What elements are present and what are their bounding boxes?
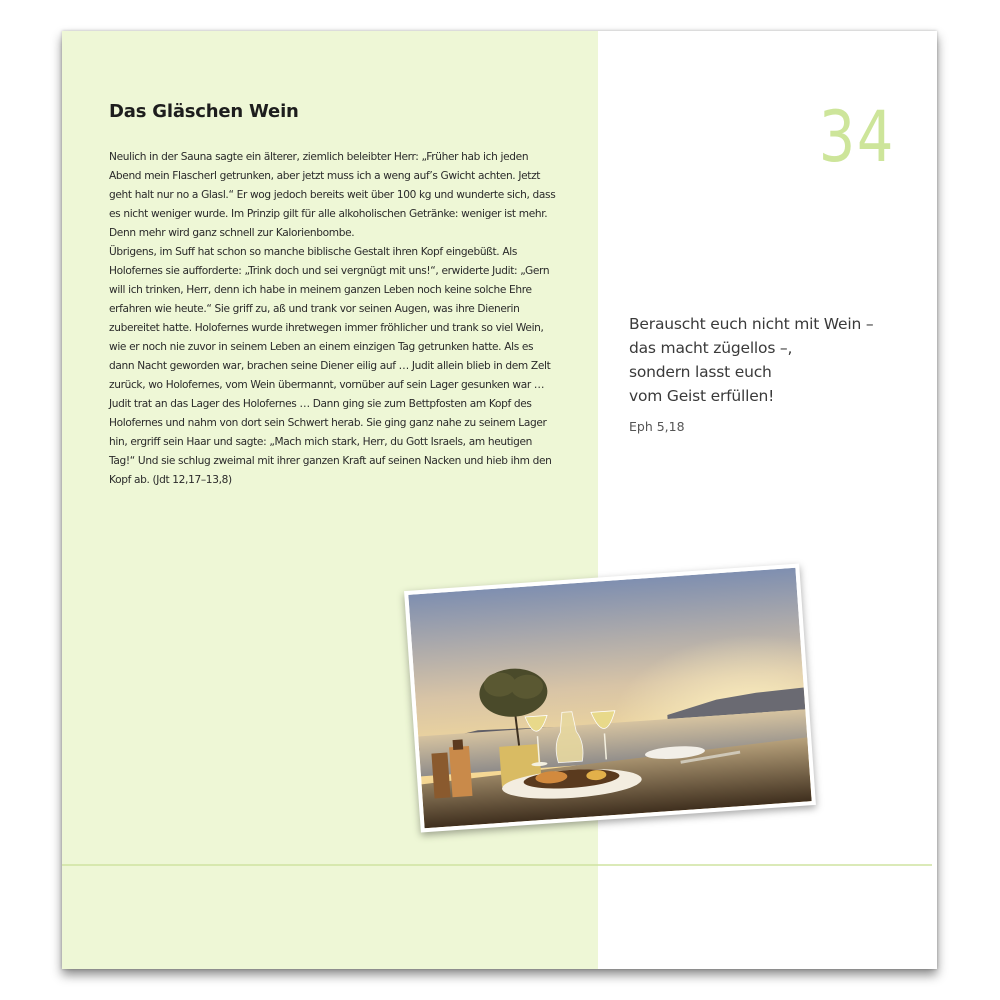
quote-line: Berauscht euch nicht mit Wein – [629,315,874,333]
bible-quote [629,312,909,408]
page-number: 34 [818,96,895,178]
quote-line: sondern lasst euch [629,363,772,381]
quote-reference: Eph 5,18 [629,419,685,434]
page-title: Das Gläschen Wein [109,101,299,122]
photo-image [408,568,811,828]
body-text [109,148,557,490]
paragraph-sauna: Neulich in der Sauna sagte ein älterer, ziemlich beleibter Herr: „Früher hab ich jeden Abend mein Flascherl getrunken, aber jetzt muss ich a weng auf’s Gwicht achten. Jetzt geht halt nur no a Glasl.“ Er wog jedoch bereits weit über 100 kg und wunderte sich, dass es nicht weniger wurde. Im Prinzip gilt für alle alkoholischen Getränke: weniger ist mehr. Denn mehr wird ganz schnell zur Kalorienbombe. [109,151,556,239]
wavy-divider [62,861,937,869]
paragraph-judit: Übrigens, im Suff hat schon so manche biblische Gestalt ihren Kopf eingebüßt. Als Holofernes sie aufforderte: „Trink doch und sei vergnügt mit uns!“, erwiderte Judit: „Gern will ich trinken, Herr, denn ich habe in meinem ganzen Leben noch keine solche Ehre erfahren wie heute.“ Sie griff zu, aß und trank vor seinen Augen, was ihre Dienerin zubereitet hatte. Holofernes wurde ihretwegen immer fröhlicher und trank so viel Wein, wie er noch nie zuvor in seinem Leben an einem einzigen Tag getrunken hatte. Als es dann Nacht geworden war, brachen seine Diener eilig auf … Judit allein blieb in dem Zelt zurück, wo Holofernes, vom Wein übermannt, vornüber auf sein Lager gesunken war … Judit trat an das Lager des Holofernes … Dann ging sie zum Bettpfosten am Kopf des Holofernes und nahm von dort sein Schwert herab. Sie ging ganz nahe zu seinem Lager hin, ergriff sein Haar und sagte: „Mach mich stark, Herr, du Gott Israels, am heutigen Tag!“ Und sie schlug zweimal mit ihrer ganzen Kraft auf seinen Nacken und hieb ihm den Kopf ab. (Jdt 12,17–13,8) [109,246,552,486]
quote-line: das macht zügellos –, [629,339,793,357]
book-page [62,31,937,969]
sunset-wine-photo [404,563,816,832]
quote-line: vom Geist erfüllen! [629,387,775,405]
